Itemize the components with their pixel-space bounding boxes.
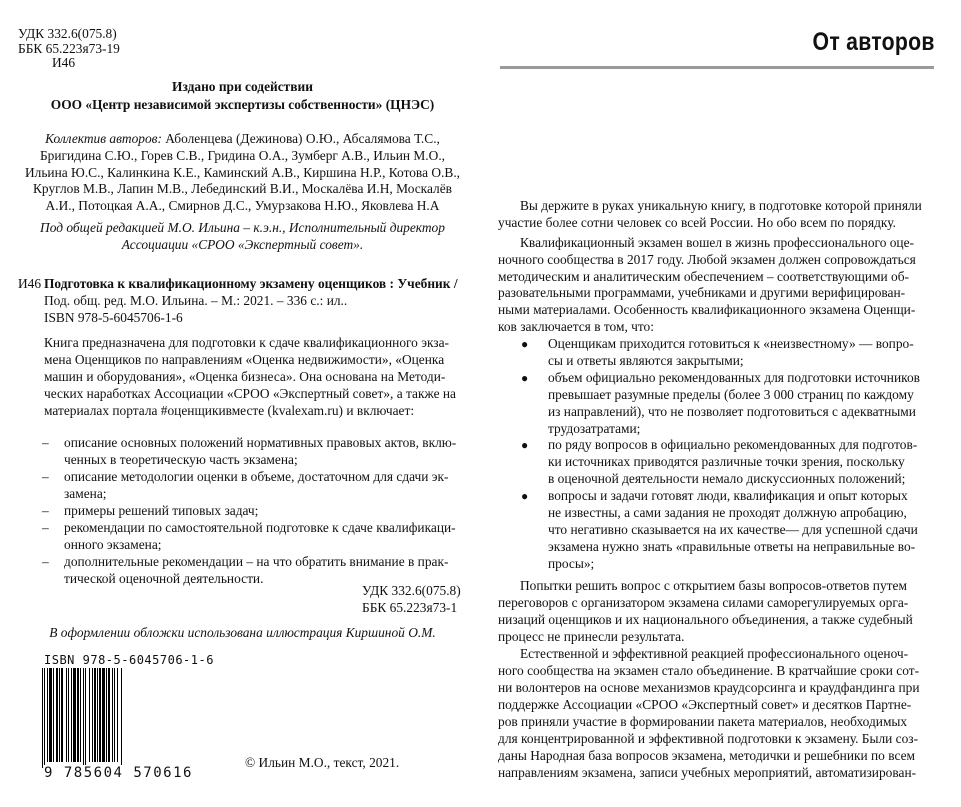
authors-line — [0, 131, 485, 148]
text-line: даны Народная база вопросов экзамена, методички и решебники по всем — [498, 748, 915, 763]
publisher-line: ООО «Центр независимой экспертизы собственности» (ЦНЭС) — [50, 97, 435, 112]
paragraph-2 — [498, 235, 935, 336]
text-line: поддержке Ассоциации «СРОО «Экспертный совет» и десятков Партне- — [498, 697, 912, 712]
text-line: методическим и аналитическим обеспечением – соответствующими об- — [498, 268, 909, 284]
bullet-icon: ● — [521, 370, 529, 385]
description-line: Книга предназначена для подготовки к сдаче квалификационного экза- — [44, 335, 449, 350]
dash-marker: – — [42, 503, 49, 518]
list-item: – описание методологии оценки в объеме, достаточном для сдачи эк- замена; — [42, 469, 449, 501]
list-item: – примеры решений типовых задач; — [42, 503, 259, 518]
cover-note: В оформлении обложки использована иллюстрация Киршиной О.М. — [49, 625, 436, 640]
text-line: ков заключается в том, что: — [498, 318, 654, 334]
authors-label: Коллектив авторов: — [45, 131, 162, 146]
text-line: Естественной и эффективной реакцией профессионального оценоч- — [520, 646, 909, 661]
text-line: ными материалами. Особенность квалификационного экзамена Оценщи- — [498, 302, 916, 318]
udk-footer — [362, 583, 461, 616]
text-line: Вы держите в руках уникальную книгу, в подготовке которой приняли — [520, 198, 922, 213]
published-with-block — [0, 78, 485, 114]
barcode-icon — [40, 668, 160, 770]
author-sign: И46 — [52, 55, 76, 70]
page-title: От авторов — [812, 28, 935, 56]
text-line: участие более сотни человек со всей России. Но обо всем по порядку. — [498, 215, 896, 230]
authors-block — [0, 131, 485, 215]
copyright: © Ильин М.О., текст, 2021. — [245, 755, 400, 770]
description-line: ческих наработках Ассоциации «СРОО «Экспертный совет», а также на — [44, 386, 456, 401]
description-line: материалах портала #оценщикивместе (kvalexam.ru) и включает: — [44, 403, 415, 418]
biblio-imprint: Под. общ. ред. М.О. Ильина. – М.: 2021. – 336 с.: ил.. — [44, 292, 348, 308]
title-rule — [500, 66, 934, 69]
text-line: направлениям экзамена, записи учебных мероприятий, автоматизирован- — [498, 765, 917, 780]
contents-list — [42, 434, 482, 587]
dash-marker: – — [42, 469, 49, 484]
features-list — [498, 336, 935, 573]
bullet-icon: ● — [521, 438, 529, 453]
text-line: ного сообщества на экзамен стало объединение. В кратчайшие сроки сот- — [498, 663, 920, 678]
list-item: ● вопросы и задачи готовят люди, квалификация и опыт которых не известны, а сами задания не проходят должную апробацию, что негативно сказывается на их качестве— для успешной сдачи экзамена нужно знать «правильные ответы на неправильные во- просы»; — [521, 488, 918, 571]
text-line: Квалификационный экзамен вошел в жизнь профессионального оце- — [520, 235, 914, 250]
paragraph-3 — [498, 577, 935, 645]
biblio-record — [44, 276, 458, 326]
text-line: переговоров с организатором экзамена силами саморегулируемых орга- — [498, 595, 909, 610]
text-line: разовательными программами, учебниками и другими верифицирован- — [498, 285, 906, 301]
list-item: ● объем официально рекомендованных для подготовки источников превышает разумные пределы (более 3 000 страниц по каждому из направлений), что не позволяет подготовиться с адекватными трудозатратами; — [521, 369, 920, 436]
dash-marker: – — [42, 520, 49, 535]
bullet-icon: ● — [521, 337, 529, 351]
description — [44, 334, 456, 419]
right-page — [498, 0, 961, 807]
text-line: процесс не принесли результата. — [498, 629, 685, 644]
udk-line: УДК 332.6(075.8) — [18, 26, 117, 41]
bullet-icon: ● — [521, 489, 529, 504]
dash-marker: – — [42, 435, 49, 450]
list-item: ● Оценщикам приходится готовиться к «неизвестному» — вопро- сы и ответы являются закрытыми; — [521, 336, 914, 368]
authors-line: Круглов М.В., Лапин М.В., Лебединский В.И., Москалёва И.Н, Москалёв — [33, 181, 452, 197]
bbk-line: ББК 65.223я73-1 — [362, 599, 458, 615]
barcode-digits: 9 785604 570616 — [44, 765, 193, 781]
paragraph-1 — [498, 197, 935, 231]
isbn-barcode-label: ISBN 978-5-6045706-1-6 — [44, 653, 214, 667]
published-with-line: Издано при содействии — [172, 79, 313, 94]
list-item: ● по ряду вопросов в официально рекомендованных для подготов- ки источниках приводятся различные точки зрения, поскольку в оценочной деятельности немало дискуссионных положений; — [521, 437, 918, 487]
text-line: для концентрированной и эффективной подготовки к экзамену. Были соз- — [498, 731, 919, 746]
list-item: – рекомендации по самостоятельной подготовке к сдаче квалификаци- онного экзамена; — [42, 520, 456, 552]
editor-line: Ассоциации «СРОО «Экспертный совет». — [121, 236, 364, 252]
biblio-isbn: ISBN 978-5-6045706-1-6 — [44, 309, 183, 325]
authors-line: Бригидина С.Ю., Горев С.В., Гридина О.А., Зумберг А.В., Ильин М.О., — [39, 147, 446, 163]
list-item: – описание основных положений нормативных правовых актов, вклю- ченных в теоретическую часть экзамена; — [42, 435, 457, 467]
text-line: низаций оценщиков и их национального объединения, а также судебный — [498, 612, 913, 627]
editor-block — [0, 220, 485, 254]
list-item: – дополнительные рекомендации – на что обратить внимание в прак- тической оценочной деятельности. — [42, 554, 449, 586]
paragraph-4 — [498, 645, 935, 781]
dash-marker: – — [42, 554, 49, 569]
text-line: ночного сообщества в 2017 году. Любой экзамен должен сопровождаться — [498, 251, 916, 267]
authors-names: Аболенцева (Дежинова) О.Ю., Абсалямова Т.С., — [161, 131, 440, 146]
udk-line: УДК 332.6(075.8) — [362, 583, 461, 598]
bbk-line: ББК 65.223я73-19 — [18, 40, 120, 56]
biblio-title: Подготовка к квалификационному экзамену оценщиков : Учебник / — [44, 276, 458, 291]
text-line: Попытки решить вопрос с открытием базы вопросов-ответов путем — [520, 578, 907, 593]
udk-header — [18, 27, 120, 71]
authors-line: А.И., Потоцкая А.А., Смирнов Д.С., Умурзакова Н.Ю., Яковлева Н.А — [45, 198, 440, 214]
description-line: мена Оценщиков по направлениям «Оценка недвижимости», «Оценка — [44, 352, 445, 367]
text-line: ров приняли участие в формировании пакета материалов, необходимых — [498, 714, 908, 729]
biblio-code: И46 — [18, 276, 42, 291]
authors-line: Ильина Ю.С., Калинкина К.Е., Каминский А.В., Киршина Н.Р., Котова О.В., — [24, 164, 461, 180]
editor-line: Под общей редакцией М.О. Ильина – к.э.н., Исполнительный директор — [40, 220, 445, 235]
text-line: ни волонтеров на основе механизмов краудсорсинга и краудфандинга при — [498, 680, 920, 695]
description-line: машин и оборудования», «Оценка бизнеса». Она основана на Методи- — [44, 369, 446, 384]
